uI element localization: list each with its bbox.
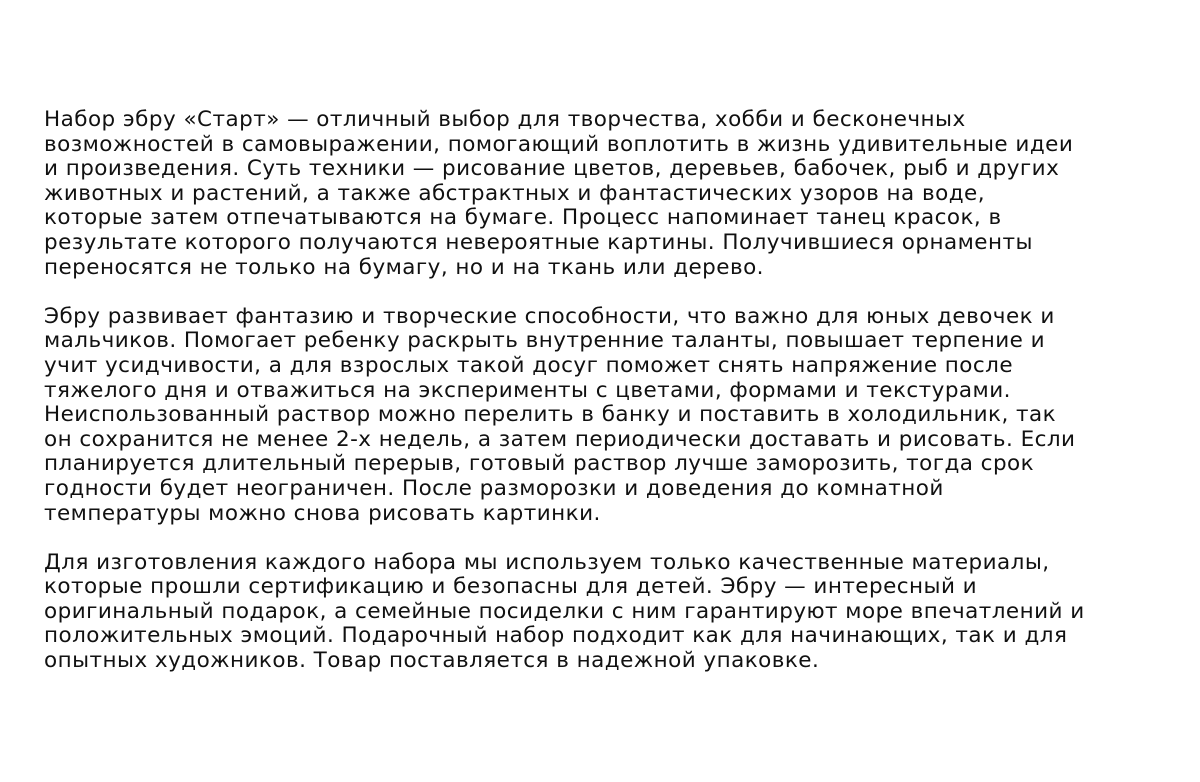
paragraph-benefits xyxy=(44,305,1164,526)
text-line: он сохранится не менее 2-х недель, а затем периодически доставать и рисовать. Если xyxy=(44,426,1076,452)
text-line: которые прошли сертификацию и безопасны для детей. Эбру — интересный и xyxy=(44,574,978,600)
product-description xyxy=(44,108,1164,698)
text-line: тяжелого дня и отважиться на эксперименты с цветами, формами и текстурами. xyxy=(44,377,1011,403)
text-line: возможностей в самовыражении, помогающий воплотить в жизнь удивительные идеи xyxy=(44,131,1074,157)
text-line: Для изготовления каждого набора мы используем только качественные материалы, xyxy=(44,549,1050,575)
text-line: Неиспользованный раствор можно перелить в банку и поставить в холодильник, так xyxy=(44,402,1057,428)
text-line: оригинальный подарок, а семейные посиделки с ним гарантируют море впечатлений и xyxy=(44,598,1085,624)
text-line: годности будет неограничен. После разморозки и доведения до комнатной xyxy=(44,475,944,501)
text-line: переносятся не только на бумагу, но и на ткань или дерево. xyxy=(44,254,764,280)
paragraph-intro xyxy=(44,108,1164,280)
text-line: Набор эбру «Старт» — отличный выбор для творчества, хобби и бесконечных xyxy=(44,107,966,132)
text-line: результате которого получаются невероятные картины. Получившиеся орнаменты xyxy=(44,229,1033,255)
text-line: опытных художников. Товар поставляется в надежной упаковке. xyxy=(44,648,820,674)
text-line: Эбру развивает фантазию и творческие способности, что важно для юных девочек и xyxy=(44,303,1055,329)
text-line: которые затем отпечатываются на бумаге. Процесс напоминает танец красок, в xyxy=(44,205,1002,231)
text-line: мальчиков. Помогает ребенку раскрыть внутренние таланты, повышает терпение и xyxy=(44,328,1046,354)
paragraph-quality xyxy=(44,551,1164,674)
text-line: температуры можно снова рисовать картинки. xyxy=(44,500,601,526)
text-line: и произведения. Суть техники — рисование цветов, деревьев, бабочек, рыб и других xyxy=(44,156,1060,182)
text-line: животных и растений, а также абстрактных и фантастических узоров на воде, xyxy=(44,180,985,206)
text-line: учит усидчивости, а для взрослых такой досуг поможет снять напряжение после xyxy=(44,352,1014,378)
text-line: планируется длительный перерыв, готовый раствор лучше заморозить, тогда срок xyxy=(44,451,1035,477)
text-line: положительных эмоций. Подарочный набор подходит как для начинающих, так и для xyxy=(44,623,1068,649)
